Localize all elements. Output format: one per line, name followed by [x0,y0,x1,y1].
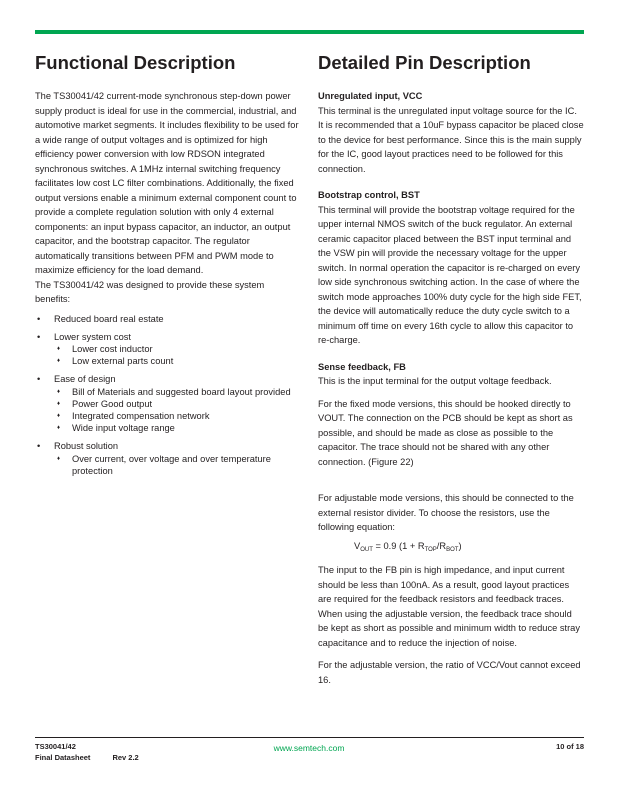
functional-description-heading: Functional Description [35,52,236,73]
benefit-subitem: ♦ Bill of Materials and suggested board layout provided [54,386,301,398]
fb-text-intro: This is the input terminal for the output voltage feedback. [318,376,552,386]
benefit-label: Lower system cost [54,331,131,342]
benefit-subitem: ♦ Wide input voltage range [54,422,301,434]
fb-text-impedance: The input to the FB pin is high impedance, and input current should be less than 100nA. As a result, good layout practices are required for the feedback resistors and feedback traces. When using the adjustable version, the feedback trace should be kept as short as possible and minimum width to reduce stray capacitance and to reduce the injection of noise. [318,565,580,648]
left-column [35,52,301,483]
benefit-item [35,313,301,325]
benefit-item [35,440,301,477]
benefit-sublist [54,453,301,477]
benefit-subitem: ♦ Lower cost inductor [54,343,301,355]
benefit-label: Ease of design [54,374,116,385]
functional-description-paragraph: The TS30041/42 current-mode synchronous step-down power supply product is ideal for use in the commercial, industrial, and automotive market segments. It includes flexibility to be used for a wide range of output voltages and is optimized for high efficiency power conversion with low RDSON integrated synchronous switches. A 1MHz internal switching frequency facilitates low cost LC filter combinations. Additionally, the fixed output versions enable a minimum external component count to provide a complete regulation solution with only 4 external components: an input bypass capacitor, an inductor, an output capacitor, and the bootstrap capacitor. The regulator automatically transitions between PFM and PWM mode to maximize efficiency for the load demand. [35,91,299,275]
fb-section [318,360,584,688]
benefit-item [35,331,301,368]
vcc-title: Unregulated input, VCC [318,91,423,101]
benefits-intro: The TS30041/42 was designed to provide these system benefits: [35,279,265,304]
benefit-label: Reduced board real estate [54,313,164,324]
vcc-text: This terminal is the unregulated input voltage source for the IC. It is recommended that a 10uF bypass capacitor be placed close to the device for best performance. Since this is the main supply for the IC, good layout practices need to be followed for this connection. [318,105,584,174]
benefits-list [35,313,301,477]
benefit-label: Robust solution [54,441,119,452]
benefit-subitem: ♦ Power Good output [54,398,301,410]
footer-revision: Rev 2.2 [112,753,139,762]
footer-page-number: 10 of 18 [556,742,584,751]
fb-text-fixed: For the fixed mode versions, this should be hooked directly to VOUT. The connection on the PCB should be kept as short as possible, and should be made as close as possible to the capacitor. The trace should not be shared with any other connection. (Figure 22) [318,398,573,467]
benefit-item [35,373,301,434]
bst-text: This terminal will provide the bootstrap voltage required for the upper internal NMOS switch of the buck regulator. An external ceramic capacitor placed between the BST input terminal and the VSW pin will provide the necessary voltage for the upper switch. In normal operation the capacitor is re-charged on every low side synchronous switching action. In the case of where the switch mode approaches 100% duty cycle for the high side FET, the device will automatically reduce the duty cycle switch to a minimum off time on every 16th cycle to allow this capacitor to re-charge. [318,204,582,345]
benefit-sublist [54,343,301,367]
benefit-subitem: ♦ Low external parts count [54,355,301,367]
header-accent-rule [35,30,584,34]
footer-rule [35,737,584,738]
footer-url-link[interactable]: www.semtech.com [273,743,345,753]
footer-part-number: TS30041/42 [35,742,76,751]
benefit-sublist [54,386,301,435]
bst-section [318,188,584,348]
fb-title: Sense feedback, FB [318,361,406,372]
pin-description-heading: Detailed Pin Description [318,52,531,73]
footer-doc-status: Final Datasheet [35,753,91,762]
bst-title: Bootstrap control, BST [318,190,420,200]
benefit-subitem: ♦ Integrated compensation network [54,410,301,422]
fb-text-ratio: For the adjustable version, the ratio of VCC/Vout cannot exceed 16. [318,660,581,685]
vcc-section [318,89,584,176]
right-column [318,52,584,687]
feedback-equation: $V_{OUT} = 0.9$ $(1 + R_{TOP}/R_{BOT})$ [354,540,462,553]
benefit-subitem: ♦ Over current, over voltage and over temperature protection [54,453,301,477]
fb-text-adjustable: For adjustable mode versions, this should be connected to the external resistor divider. To choose the resistors, use the following equation: [318,493,574,532]
